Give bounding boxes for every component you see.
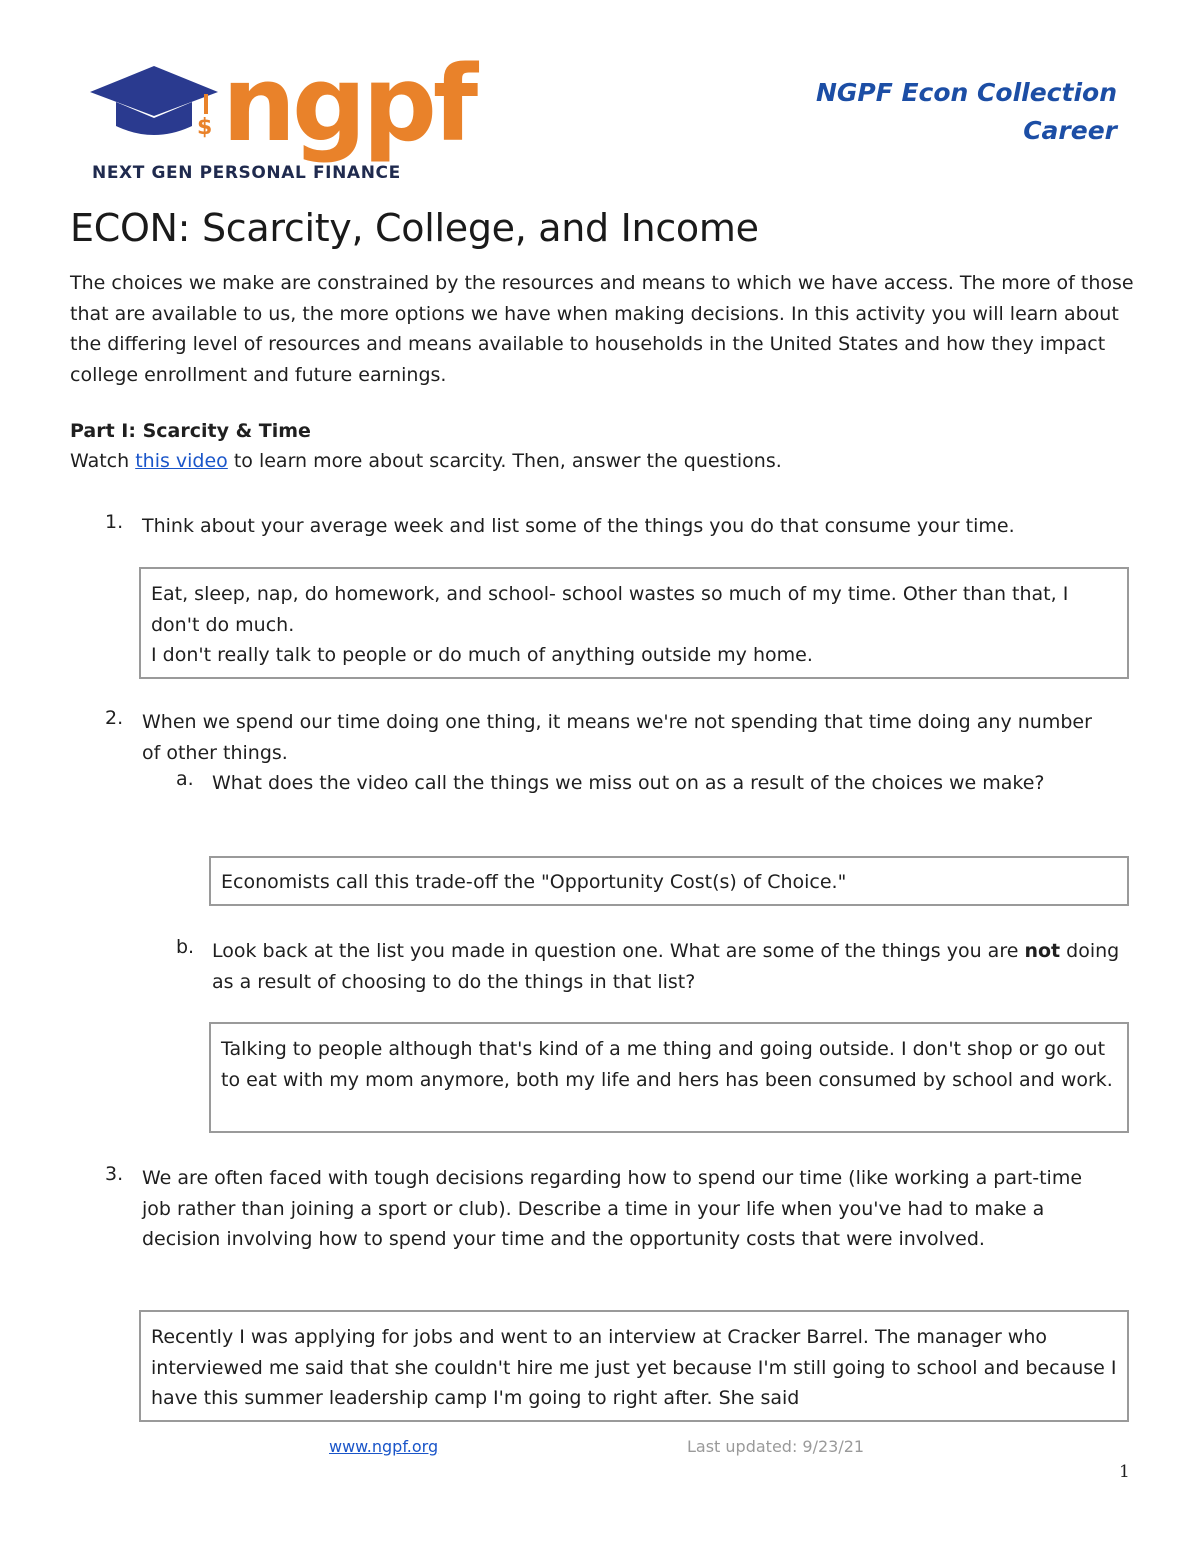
collection-label: NGPF Econ Collection: [815, 78, 1117, 107]
answer-box[interactable]: [209, 856, 1129, 906]
question-text: We are often faced with tough decisions regarding how to spend our time (like working a part-time job rather than joining a sport or club). Describe a time in your life when you've had to make a decision involving how to spend your time and the opportunity costs that were involved.: [142, 1167, 1083, 1251]
page-number: 1: [1119, 1462, 1130, 1482]
question-text: Think about your average week and list some of the things you do that consume your time.: [142, 515, 1015, 537]
question-number: 3.: [105, 1163, 124, 1185]
question-number: 1.: [105, 511, 124, 533]
footer-updated: Last updated: 9/23/21: [687, 1437, 865, 1456]
subquestion-label: b.: [176, 936, 195, 958]
svg-text:$: $: [197, 115, 213, 139]
answer-box[interactable]: [209, 1022, 1129, 1133]
watch-text-after: to learn more about scarcity. Then, answer the questions.: [227, 450, 782, 472]
intro-paragraph: The choices we make are constrained by the resources and means to which we have access. The more of those that are available to us, the more options we have when making decisions. In this activity you will learn about the differing level of resources and means available to households in the United States and how they impact college enrollment and future earnings.: [70, 272, 1134, 386]
question-number: 2.: [105, 707, 124, 729]
answer-text: Economists call this trade-off the "Opportunity Cost(s) of Choice.": [221, 871, 847, 893]
watch-instruction: [70, 450, 782, 472]
watch-text-before: Watch: [70, 450, 136, 472]
answer-text: I don't really talk to people or do much of anything outside my home.: [151, 644, 813, 667]
answer-text: Recently I was applying for jobs and went to an interview at Cracker Barrel. The manager who interviewed me said that she couldn't hire me just yet because I'm still going to school and because I have this summer leadership camp I'm going to right after. She said: [151, 1326, 1117, 1410]
subquestion-label: a.: [176, 768, 194, 790]
answer-text: Talking to people although that's kind of a me thing and going outside. I don't shop or go out to eat with my mom anymore, both my life and hers has been consumed by school and work.: [221, 1038, 1113, 1091]
category-label: Career: [1023, 116, 1117, 145]
footer-website-link[interactable]: www.ngpf.org: [329, 1437, 439, 1456]
video-link[interactable]: this video: [135, 450, 228, 472]
subquestion-text-before: Look back at the list you made in question one. What are some of the things you are: [212, 940, 1025, 962]
answer-text: Eat, sleep, nap, do homework, and school- school wastes so much of my time. Other than that, I don't do much.: [151, 583, 1069, 636]
emphasis-text: not: [1024, 940, 1061, 962]
subquestion-text-after: doing as a result of choosing to do the things in that list?: [212, 940, 1120, 993]
page-title: ECON: Scarcity, College, and Income: [70, 206, 759, 250]
graduation-cap-icon: [88, 64, 223, 139]
answer-box[interactable]: [139, 567, 1129, 679]
subquestion-text: What does the video call the things we miss out on as a result of the choices we make?: [212, 772, 1045, 794]
logo-tagline: NEXT GEN PERSONAL FINANCE: [92, 163, 401, 183]
question-text: When we spend our time doing one thing, it means we're not spending that time doing any number of other things.: [142, 711, 1092, 764]
logo-wordmark: ngpf: [222, 43, 475, 165]
subquestion-text: [212, 936, 1132, 997]
answer-box[interactable]: [139, 1310, 1129, 1422]
part-heading: Part I: Scarcity & Time: [70, 420, 311, 442]
